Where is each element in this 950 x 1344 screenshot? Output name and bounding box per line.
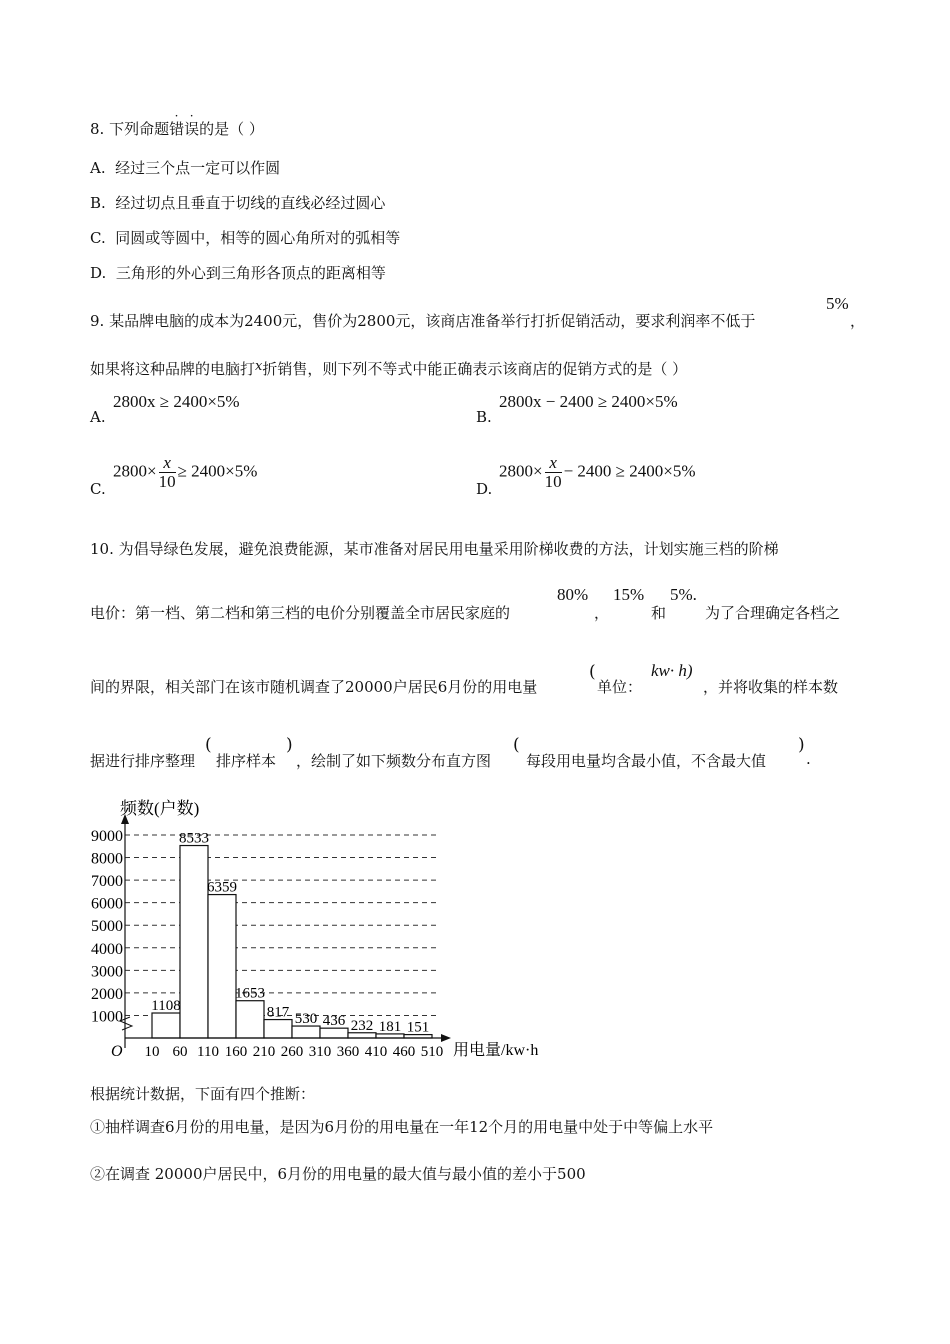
- bar-value-label: 1108: [151, 998, 181, 1015]
- q10-line3-b: ，并将收集的样本数: [703, 678, 839, 696]
- q10-paren-close-2: ): [798, 735, 805, 755]
- inference-intro: 根据统计数据，下面有四个推断：: [90, 1085, 316, 1103]
- y-tick-label: 7000: [91, 873, 123, 891]
- q10-unit: kw· h): [651, 661, 693, 680]
- q10-line4-d: 每段用电量均含最小值，不含最大值: [526, 752, 767, 770]
- bar-value-label: 530: [294, 1011, 318, 1028]
- q10-paren-open: (: [589, 662, 596, 682]
- x-tick-label: 60: [172, 1044, 188, 1060]
- q9-option-b-expr: 2800x − 2400 ≥ 2400×5%: [499, 392, 678, 411]
- x-tick-label: 110: [197, 1044, 219, 1060]
- y-tick-label: 5000: [91, 918, 123, 936]
- q10-paren-open-2: (: [205, 735, 212, 755]
- q10-line4-a: 据进行排序整理: [90, 752, 196, 770]
- q9-option-c-label: C.: [90, 480, 106, 498]
- y-tick-label: 4000: [91, 940, 123, 958]
- inference-item-2: ②在调查 20000户居民中，6月份的用电量的最大值与最小值的差小于500: [90, 1165, 586, 1183]
- q10-line4-c: ，绘制了如下频数分布直方图: [296, 752, 492, 770]
- y-tick-label: 6000: [91, 895, 123, 913]
- frequency-histogram: [0, 780, 600, 1070]
- q10-line4-b: 排序样本: [216, 752, 277, 770]
- bar-value-label: 8533: [179, 830, 209, 847]
- q9-option-d-label: D.: [476, 480, 493, 498]
- bar-value-label: 151: [406, 1019, 430, 1036]
- q8-option-c: C. 同圆或等圆中，相等的圆心角所对的弧相等: [90, 229, 401, 247]
- x-tick-label: 460: [392, 1044, 416, 1060]
- q9-percent: 5%: [826, 294, 849, 313]
- q10-line2-b: 为了合理确定各档之: [705, 604, 841, 622]
- q9-option-b-label: B.: [476, 408, 492, 426]
- q10-pct1: 80%: [557, 585, 589, 604]
- x-tick-label: 160: [224, 1044, 248, 1060]
- q10-and: 和: [651, 604, 667, 622]
- y-tick-label: 1000: [91, 1008, 123, 1026]
- histogram-bar: [292, 1026, 320, 1038]
- q8-prefix: 8. 下列命题: [90, 120, 170, 138]
- q8-suffix: 的是（ ）: [199, 120, 264, 138]
- q9-option-a-expr: 2800x ≥ 2400×5%: [113, 392, 240, 411]
- bar-value-label: 817: [266, 1004, 290, 1021]
- y-tick-label: 3000: [91, 963, 123, 981]
- q9-option-c-expr: 2800× $\frac{x}{10}$ ≥ 2400×5%: [113, 453, 258, 491]
- q8-option-a: A. 经过三个点一定可以作圆: [90, 159, 281, 177]
- q10-unit-label: 单位：: [597, 678, 643, 696]
- q8-stem: [90, 109, 264, 139]
- x-tick-label: 410: [364, 1044, 388, 1060]
- q9-line2: 如果将这种品牌的电脑打x折销售，则下列不等式中能正确表示该商店的促销方式的是（ ）: [90, 359, 688, 378]
- q10-pct2: 15%: [613, 585, 645, 604]
- q9-option-d-fraction: $\frac{x}{10}$: [544, 453, 562, 491]
- grid-lines: [125, 835, 440, 1015]
- bars: [152, 846, 432, 1038]
- q9-option-a-label: A.: [90, 408, 106, 426]
- x-tick-label: 210: [252, 1044, 276, 1060]
- y-tick-label: 8000: [91, 850, 123, 868]
- histogram-bar: [208, 895, 236, 1038]
- q10-line1: 10. 为倡导绿色发展，避免浪费能源，某市准备对居民用电量采用阶梯收费的方法，计划实施三档的阶梯: [90, 540, 779, 558]
- bar-value-label: 6359: [207, 879, 237, 896]
- q10-line2-a: 电价：第一档、第二档和第三档的电价分别覆盖全市居民家庭的: [90, 604, 511, 622]
- histogram-bar: [320, 1028, 348, 1038]
- inference-item-1: ①抽样调查6月份的用电量，是因为6月份的用电量在一年12个月的用电量中处于中等偏上水平: [90, 1118, 714, 1136]
- bar-value-label: 232: [350, 1017, 374, 1034]
- origin-label: O: [111, 1043, 123, 1060]
- histogram-bar: [236, 1001, 264, 1038]
- bar-value-label: 1653: [235, 985, 265, 1002]
- q9-var-x: x: [255, 359, 263, 374]
- q9-comma: ，: [850, 312, 866, 330]
- q10-pct3: 5%.: [670, 585, 697, 604]
- q8-emphasis-2: · 误: [184, 109, 200, 138]
- q8-emphasis-1: · 错: [169, 109, 185, 138]
- x-tick-label: 10: [144, 1044, 160, 1060]
- x-tick-label: 310: [308, 1044, 332, 1060]
- q10-paren-open-3: (: [513, 735, 520, 755]
- y-axis-label: 频数(户数): [120, 799, 200, 818]
- q10-sep1: ，: [594, 604, 610, 622]
- q10-paren-close: ): [286, 735, 293, 755]
- q10-line4-end: .: [806, 750, 811, 768]
- q8-option-d: D. 三角形的外心到三角形各顶点的距离相等: [90, 264, 386, 282]
- q9-option-d-expr: 2800× $\frac{x}{10}$ − 2400 ≥ 2400×5%: [499, 453, 696, 491]
- x-tick-label: 360: [336, 1044, 360, 1060]
- x-tick-label: 510: [420, 1044, 444, 1060]
- y-tick-label: 2000: [91, 985, 123, 1003]
- x-axis-label: 用电量/kw·h: [453, 1042, 539, 1059]
- q10-line3-a: 间的界限，相关部门在该市随机调查了20000户居民6月份的用电量: [90, 678, 538, 696]
- bar-value-label: 181: [378, 1018, 402, 1035]
- q9-line1: 9. 某品牌电脑的成本为2400元，售价为2800元，该商店准备举行打折促销活动，要求利润率不低于: [90, 312, 756, 330]
- y-tick-label: 9000: [91, 828, 123, 845]
- bar-value-label: 436: [322, 1013, 346, 1030]
- histogram-bar: [264, 1020, 292, 1038]
- q8-option-b: B. 经过切点且垂直于切线的直线必经过圆心: [90, 194, 386, 212]
- histogram-bar: [152, 1013, 180, 1038]
- x-axis-arrow-icon: [441, 1034, 451, 1042]
- q9-option-c-fraction: $\frac{x}{10}$: [158, 453, 176, 491]
- x-tick-label: 260: [280, 1044, 304, 1060]
- histogram-bar: [180, 846, 208, 1038]
